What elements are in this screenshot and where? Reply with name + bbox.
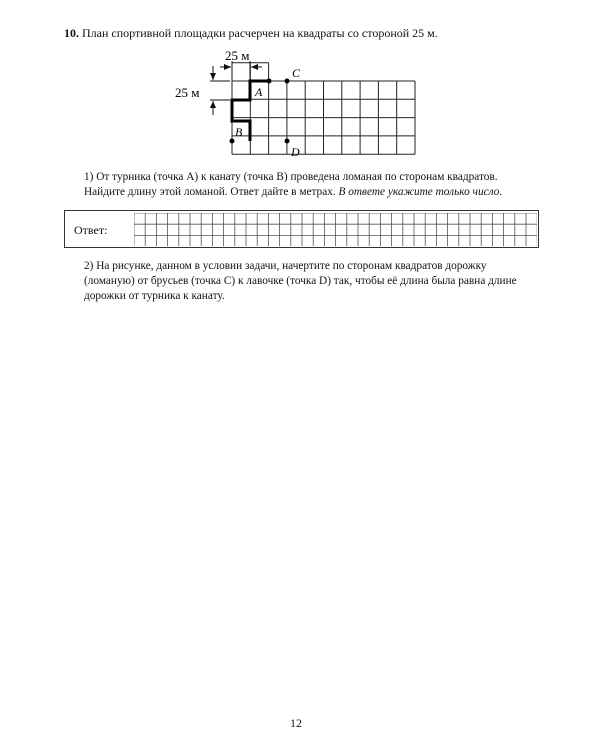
field-plan-figure — [170, 45, 430, 165]
dim-label-horizontal: 25 м — [225, 48, 250, 63]
question-2-text: 2) На рисунке, данном в условии задачи, начертите по сторонам квадратов дорожку (ломаную) от брусьев (точка С) к лавочке (точка D) так, чтобы её длина была равна длине дорожки от турника к канату. — [84, 260, 517, 302]
plan-grid — [232, 63, 415, 155]
question-1 — [84, 170, 538, 200]
dim-label-vertical: 25 м — [175, 85, 200, 100]
point-c-dot — [285, 79, 290, 84]
point-d-label: D — [291, 145, 300, 159]
point-a-dot — [267, 79, 272, 84]
question-2 — [84, 259, 538, 304]
answer-label: Ответ: — [74, 223, 108, 237]
point-b-dot — [230, 139, 235, 144]
task-number: 10. — [64, 26, 79, 40]
answer-cells[interactable] — [134, 213, 537, 246]
question-1-instruction: В ответе укажите только число. — [338, 186, 503, 198]
task-title: План спортивной площадки расчерчен на квадраты со стороной 25 м. — [82, 26, 438, 40]
question-1-text: 1) От турника (точка А) к канату (точка В) проведена ломаная по сторонам квадратов. Найдите длину этой ломаной. Ответ дайте в метрах. — [84, 171, 498, 198]
point-a-label: A — [255, 85, 263, 99]
point-b-label: B — [235, 125, 243, 139]
point-c-label: C — [292, 66, 301, 80]
task-header — [64, 26, 438, 41]
point-d-dot — [285, 139, 290, 144]
page-number: 12 — [290, 716, 302, 730]
